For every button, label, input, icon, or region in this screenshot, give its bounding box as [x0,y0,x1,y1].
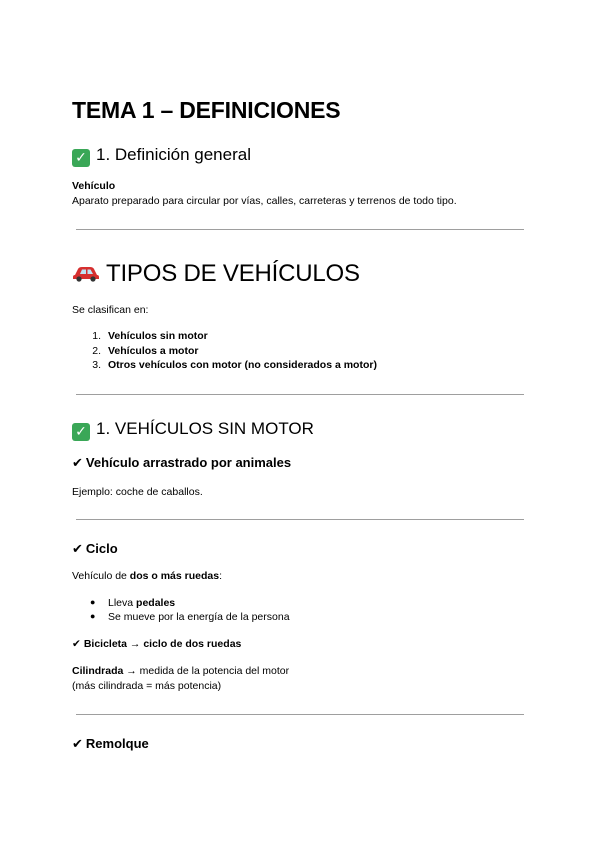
check-icon: ✔ [72,542,83,557]
list-item-label: Vehículos a motor [108,345,199,357]
bicicleta-line [72,639,241,650]
subheading-text: Remolque [85,736,149,751]
list-number: 1. [92,330,101,342]
section-heading-definicion-general [72,146,251,167]
text-fragment-bold: pedales [136,597,176,609]
example-text: Ejemplo: coche de caballos. [72,486,203,498]
automobile-icon [72,264,100,282]
section-heading-text: TIPOS DE VEHÍCULOS [106,260,360,287]
term-cilindrada: Cilindrada [72,665,124,677]
list-item-label: Otros vehículos con motor (no considerados a motor) [108,359,377,371]
section-heading-sin-motor [72,420,314,441]
intro-text: Se clasifican en: [72,304,149,316]
cilindrada-line [72,666,289,677]
list-item-label: Vehículos sin motor [108,330,208,342]
subheading-ciclo [72,541,118,557]
text-fragment-bold: dos o más ruedas [129,570,220,582]
check-mark-icon: ✓ [72,423,90,441]
definition-cilindrada: → medida de la potencia del motor [123,665,290,677]
subheading-text: Vehículo arrastrado por animales [85,455,292,470]
divider [76,519,524,520]
check-icon: ✔ [72,737,83,752]
bullet-icon: ● [90,597,96,607]
divider [76,714,524,715]
section-heading-tipos [72,262,360,286]
check-icon: ✔ [72,456,83,471]
term-vehiculo: Vehículo [72,180,116,192]
bullet-icon: ● [90,611,96,621]
page-title: TEMA 1 – DEFINICIONES [72,97,341,123]
cilindrada-note: (más cilindrada = más potencia) [72,680,222,692]
check-mark-icon: ✓ [72,149,90,167]
list-number: 3. [92,359,101,371]
divider [76,229,524,230]
text-fragment: Lleva [108,597,137,609]
check-icon: ✔ [72,638,81,650]
subheading-remolque [72,736,149,752]
bicicleta-text: Bicicleta → ciclo de dos ruedas [83,638,242,650]
subheading-arrastrado [72,455,291,471]
definition-vehiculo: Aparato preparado para circular por vías, calles, carreteras y terrenos de todo tipo. [72,195,457,207]
ciclo-description [72,571,222,582]
text-fragment: : [219,570,222,582]
list-item-label: Se mueve por la energía de la persona [108,611,290,623]
section-heading-text: 1. Definición general [96,145,251,164]
subheading-text: Ciclo [85,541,118,556]
divider [76,394,524,395]
text-fragment: Vehículo de [72,570,130,582]
section-heading-text: 1. VEHÍCULOS SIN MOTOR [96,419,314,438]
list-number: 2. [92,345,101,357]
